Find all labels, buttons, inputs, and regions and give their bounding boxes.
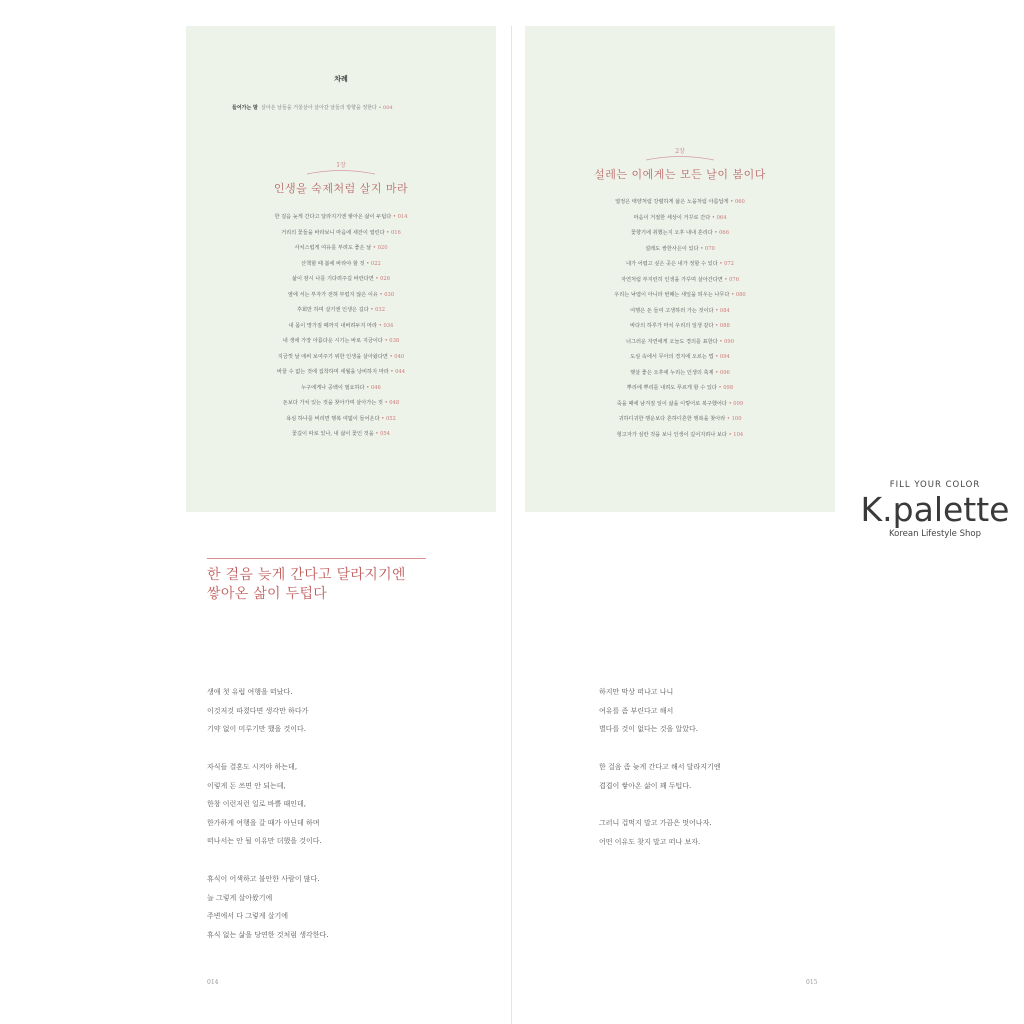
toc-page-right	[525, 26, 835, 512]
essay-heading-line1: 한 걸음 늦게 간다고 달라지기엔	[207, 567, 406, 583]
toc-entry-title: 귀하디귀한 행운보다 흔하디흔한 행복을 찾아라	[618, 416, 726, 422]
toc-entry-page: • 054	[375, 431, 390, 437]
toc-entry	[525, 304, 835, 320]
toc-entry-title: 내가 어렵고 싶은 곳은 내가 정할 수 있다	[625, 261, 718, 267]
toc-entry-page: • 066	[714, 230, 730, 236]
toc-entry	[525, 381, 835, 397]
toc-entry-page: • 060	[730, 199, 745, 205]
chapter2-title: 설레는 이에게는 모든 날이 봄이다	[594, 168, 766, 181]
toc-entry-page: • 064	[711, 214, 727, 221]
toc-entry-page: • 044	[390, 369, 406, 375]
text-line: 여유를 좀 부린다고 해서	[599, 706, 674, 715]
brand-name: K.palette	[860, 490, 1010, 529]
toc-entry	[525, 288, 835, 304]
toc-entry-page: • 070	[700, 245, 715, 252]
right-paragraph-3	[599, 814, 712, 851]
toc-entry-title: 마음이 거절한 세상이 거꾸로 간다	[633, 214, 711, 221]
toc-entry-title: 열정은 태양처럼 강렬하게 삶은 노을처럼 아름답게	[615, 199, 729, 205]
essay-heading	[207, 566, 406, 604]
toc-entry	[525, 335, 835, 351]
toc-entry	[186, 350, 496, 366]
chapter2-label: 2장	[675, 148, 685, 155]
toc-entry-page: • 104	[728, 431, 744, 438]
toc-entry-title: 도심 속에서 무아의 경지에 오르는 법	[630, 354, 714, 360]
toc-page-left	[186, 26, 496, 512]
toc-entry-page: • 040	[389, 353, 405, 360]
text-line: 이것저것 따졌다면 생각만 하다가	[207, 706, 309, 715]
toc-entry	[525, 211, 835, 227]
toc-entry	[525, 195, 835, 211]
toc-entry	[525, 397, 835, 413]
text-line: 주변에서 다 그렇게 살기에	[207, 912, 289, 920]
text-line: 떠나서는 안 될 이유만 더했을 것이다.	[207, 837, 322, 845]
toc-entry-title: 햇살 좋은 오후에 누리는 인생의 축제	[630, 369, 714, 376]
toc-entry	[525, 242, 835, 258]
toc-entry-page: • 038	[384, 338, 400, 344]
chapter1-ornament	[306, 169, 376, 175]
text-line: 기약 없이 미루기만 했을 것이다.	[207, 725, 307, 733]
chapter1-title: 인생을 숙제처럼 살지 마라	[273, 182, 409, 195]
toc-entry-title: 죽을 때에 남겨질 일이 삶을 이렇어로 복구했어다	[616, 400, 727, 407]
toc-entry	[525, 319, 835, 335]
brand-subtitle: Korean Lifestyle Shop	[889, 529, 981, 539]
toc-entry-title: 누구에게나 공백이 필요하다	[301, 384, 365, 391]
right-paragraph-2	[599, 758, 721, 795]
toc-entry-page: • 090	[719, 338, 735, 345]
toc-entry-page: • 098	[718, 385, 734, 391]
toc-entry-title: 옆에 서는 부자가 전혀 부럽지 않은 이유	[287, 291, 378, 298]
toc-prologue	[232, 104, 393, 111]
toc-entry-title: 너그러운 자연에게 오늘도 경의를 표한다	[625, 338, 718, 345]
toc-entry-title: 헝고자가 심란 것을 보니 인생이 길어지려나 보다	[616, 431, 727, 438]
page-number-left: 014	[207, 979, 219, 986]
toc-entry	[186, 412, 496, 428]
toc-entry-page: • 084	[715, 307, 730, 314]
toc-entry	[525, 428, 835, 444]
toc-entry-page: • 100	[726, 416, 742, 422]
essay-heading-line2: 쌓아온 삶이 두텁다	[207, 586, 328, 602]
toc-entry-page: • 022	[366, 260, 381, 267]
text-line: 어떤 이유도 찾지 말고 떠나 보자.	[599, 837, 701, 846]
toc-entry-title: 사치스럽게 여유를 부려도 좋은 날	[294, 245, 372, 251]
page-number-right: 015	[806, 979, 818, 986]
toc-entry	[186, 210, 496, 226]
toc-entry-title: 내 몸이 망가질 때까지 내버려두지 마라	[288, 322, 378, 329]
toc-entry-page: • 020	[372, 245, 388, 251]
chapter1-label: 1장	[336, 162, 346, 169]
toc-entry	[525, 412, 835, 428]
toc-entry-page: • 032	[370, 307, 386, 313]
toc-entry	[186, 396, 496, 412]
toc-entry	[186, 365, 496, 381]
toc-entry-title: 바다의 하루가 마치 우리의 일생 같다	[630, 323, 714, 329]
toc-entry-page: • 048	[384, 400, 400, 406]
toc-entry	[525, 350, 835, 366]
text-line: 별다를 것이 없다는 것을 알았다.	[599, 725, 699, 733]
toc-entry-title: 후회만 하며 살기엔 인생은 길다	[296, 307, 369, 313]
toc-entry	[525, 366, 835, 382]
toc-entry-title: 바꿀 수 없는 것에 집착하며 세월을 낭비하지 마라	[276, 369, 389, 375]
text-line: 한가하게 여행을 갈 때가 아닌데 하며	[207, 818, 320, 827]
toc-entry-page: • 076	[724, 276, 740, 283]
toc-entry-title: 뿌리에 뿌리를 내려도 푸르게 할 수 있다	[626, 385, 717, 391]
toc-entry	[186, 427, 496, 443]
toc-entry-title: 꽃길이 따로 있나, 내 삶이 꽃인 것을	[292, 431, 374, 437]
toc-entry	[186, 241, 496, 257]
text-line: 늘 그렇게 살아왔기에	[207, 893, 273, 902]
toc-entry	[525, 257, 835, 273]
toc-entry-title: 자연처럼 부지런히 인생을 가꾸며 살아간다면	[620, 276, 723, 283]
prologue-label: 들어가는 말	[232, 105, 258, 111]
toc-heading: 차례	[334, 75, 348, 83]
toc-entry	[186, 226, 496, 242]
left-paragraph-2	[207, 758, 322, 851]
brand-tagline: FILL YOUR COLOR	[889, 480, 981, 490]
brand-logo	[860, 480, 1010, 539]
chapter2-ornament	[645, 155, 715, 161]
text-line: 이렇게 돈 쓰면 안 되는데,	[207, 781, 286, 790]
toc-entry-title: 한 걸음 늦게 간다고 달라지기엔 쌓아온 삶이 두텁다	[274, 214, 392, 220]
toc-entry-title: 여행은 돈 들여 고생하러 가는 것이다	[630, 307, 714, 314]
toc-entry-page: • 072	[719, 261, 734, 267]
toc-entry	[186, 381, 496, 397]
text-line: 자식들 결혼도 시켜야 하는데,	[207, 763, 298, 771]
left-paragraph-3	[207, 870, 329, 944]
toc-entry-page: • 099	[728, 400, 744, 407]
toc-entry	[525, 273, 835, 289]
text-line: 겹겹이 쌓아온 삶이 꽤 두텁다.	[599, 781, 692, 790]
toc-entry-page: • 088	[715, 323, 730, 329]
toc-entry-title: 거리의 꽃들을 바라보니 마음에 새잔이 열린다	[281, 229, 385, 236]
toc-entry-title: 산책할 때 봄에 바라야 할 것	[301, 260, 365, 267]
text-line: 생애 첫 유럽 여행을 떠났다.	[207, 688, 293, 696]
toc-entry-page: • 034	[378, 322, 394, 329]
toc-entry-page: • 094	[715, 354, 730, 360]
toc-entry-title: 설레도 쌍한사은이 있다	[645, 245, 699, 252]
toc-entry-page: • 014	[392, 214, 408, 220]
text-line: 한창 이런저런 일로 바쁠 때인데,	[207, 800, 307, 808]
toc-entry-title: 삶이 잠시 나를 기다려주길 바란다면	[291, 276, 374, 282]
toc-entry-page: • 096	[715, 369, 730, 376]
toc-entry	[525, 226, 835, 242]
text-line: 휴식이 어색하고 불안한 사람이 많다.	[207, 875, 320, 883]
toc-entry-page: • 052	[381, 415, 396, 422]
prologue-text: 살아온 날들을 거울삼아 살아갈 날들의 방향을 정한다	[261, 105, 377, 111]
toc-entry	[186, 334, 496, 350]
toc-entry	[186, 303, 496, 319]
toc-entry	[186, 272, 496, 288]
heading-rule	[207, 558, 426, 559]
toc-entry-page: • 080	[731, 292, 746, 298]
left-paragraph-1	[207, 683, 308, 739]
toc-entry-page: • 046	[366, 384, 381, 391]
toc-entry	[186, 319, 496, 335]
chapter2-list	[525, 195, 835, 443]
prologue-page: • 004	[378, 105, 393, 111]
text-line: 그러니 겁먹지 말고 가끔은 멋어나자.	[599, 819, 712, 827]
chapter1-list	[186, 210, 496, 443]
book-spine-divider	[511, 26, 512, 1024]
text-line: 휴식 없는 삶을 당연한 것처럼 생각한다.	[207, 930, 329, 939]
toc-entry	[186, 257, 496, 273]
toc-entry-title: 돈보다 가치 있는 것을 찾아가며 살아가는 것	[282, 400, 383, 406]
toc-entry-title: 꽃향기에 취했는지 오후 내내 흔리다	[630, 230, 713, 236]
toc-entry-title: 우리는 낙엽이 아니라 번째는 새잎을 띄우는 나무다	[614, 292, 730, 298]
toc-entry-page: • 016	[386, 229, 401, 236]
toc-entry-page: • 030	[379, 291, 395, 298]
toc-entry-title: 욕심 하나를 버리면 행복 여덟이 들어온다	[286, 415, 380, 422]
toc-entry	[186, 288, 496, 304]
toc-entry-title: 지금껏 날 애써 보여주기 위한 인생을 살아왔다면	[277, 353, 388, 360]
text-line: 하지만 막상 떠나고 나니	[599, 688, 674, 696]
text-line: 한 걸음 좀 늦게 간다고 해서 달라지기엔	[599, 763, 721, 771]
toc-entry-title: 내 생애 가장 아름다운 시기는 바로 지금이다	[282, 338, 383, 344]
toc-entry-page: • 026	[375, 276, 391, 282]
right-paragraph-1	[599, 683, 698, 739]
